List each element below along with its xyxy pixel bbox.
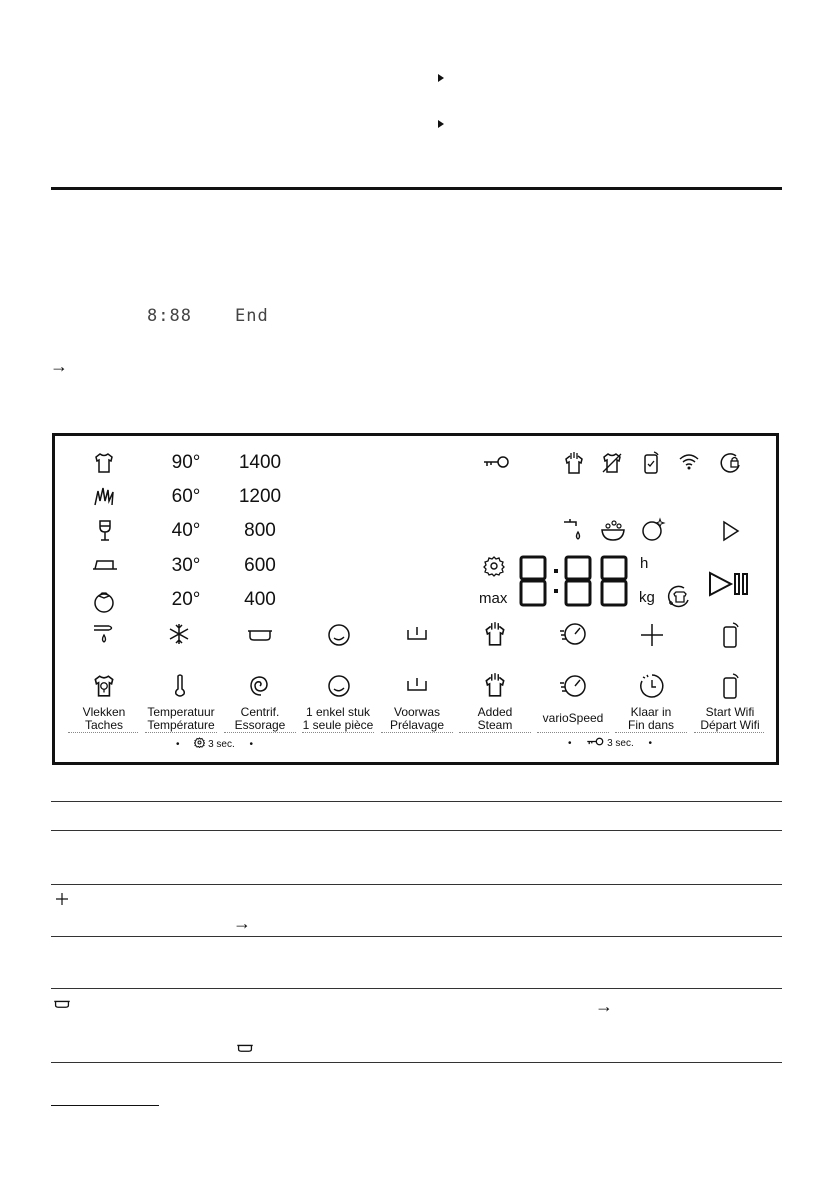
button-label-line2: Prélavage (389, 718, 445, 732)
button-label-line1: varioSpeed (542, 711, 604, 725)
hold-time: 3 sec. (208, 739, 235, 750)
button-underline (537, 732, 609, 733)
button-single-item[interactable] (297, 706, 379, 732)
grass-stain-icon (92, 485, 118, 509)
table-rule (51, 884, 782, 885)
button-underline (145, 732, 217, 733)
table-rule (51, 936, 782, 937)
oil-stain-icon (92, 557, 118, 573)
spin-1200: 1200 (238, 486, 282, 507)
dot-icon: • (568, 738, 572, 749)
bullet-triangle-icon (438, 74, 444, 82)
button-centrif[interactable] (219, 706, 301, 732)
button-label-line1: Start Wifi (705, 705, 755, 719)
hold-hint-settings (176, 737, 253, 750)
button-variospeed[interactable] (532, 712, 614, 725)
spin-800: 800 (244, 520, 276, 541)
single-item-icon (326, 622, 352, 648)
footnote-rule (51, 1105, 159, 1106)
hold-time: 3 sec. (607, 738, 634, 749)
tomato-icon (91, 589, 117, 615)
button-label-line1: Voorwas (393, 705, 441, 719)
dot-icon: • (176, 739, 180, 750)
button-label-line1: Klaar in (630, 705, 672, 719)
basin-icon (246, 628, 274, 642)
unit-hours: h (640, 555, 649, 572)
button-klaar-in[interactable] (610, 706, 692, 732)
temp-30: 30° (171, 555, 201, 576)
button-vlekken[interactable] (63, 706, 145, 732)
table-rule (51, 988, 782, 989)
wine-glass-icon (96, 519, 114, 543)
button-start-wifi[interactable] (689, 706, 771, 732)
button-label-line1: Temperatuur (147, 705, 215, 719)
button-temperatuur[interactable] (140, 706, 222, 732)
temp-60: 60° (171, 486, 201, 507)
remote-start-icon (721, 672, 741, 700)
prewash-icon (404, 624, 430, 644)
temp-20: 20° (171, 589, 201, 610)
button-underline (302, 732, 374, 733)
temp-40: 40° (171, 520, 201, 541)
steam-shirt-icon (482, 621, 508, 647)
seven-segment-display (518, 554, 632, 608)
button-underline (615, 732, 687, 733)
play-icon (721, 519, 741, 543)
end-display-glyph: End (235, 306, 269, 326)
added-steam-icon (482, 672, 508, 698)
key-lock-icon (586, 737, 604, 746)
prewash-icon (404, 675, 430, 695)
remote-phone-icon (642, 451, 660, 475)
button-underline (68, 732, 138, 733)
spin-600: 600 (244, 555, 276, 576)
plus-icon (55, 892, 69, 906)
settings-gear-icon (483, 555, 505, 577)
wifi-icon (678, 453, 700, 471)
drum-clean-cycle-icon (640, 517, 666, 543)
unit-kg: kg (639, 589, 655, 606)
table-rule (51, 1062, 782, 1063)
button-label-line1: Added (477, 705, 513, 719)
button-underline (224, 732, 296, 733)
button-label-line2: Essorage (234, 718, 286, 732)
button-voorwas[interactable] (376, 706, 458, 732)
speedometer-icon (558, 621, 588, 647)
variospeed-icon (558, 673, 588, 699)
button-label-line2: Départ Wifi (700, 718, 760, 732)
spin-400: 400 (244, 589, 276, 610)
add-laundry-icon (664, 584, 692, 612)
temp-90: 90° (171, 452, 201, 473)
dot-icon: • (249, 739, 254, 750)
table-rule (51, 830, 782, 831)
plus-icon (639, 622, 665, 648)
button-label-line1: 1 enkel stuk (305, 705, 371, 719)
thermometer-icon (172, 673, 188, 699)
time-display-glyph: 8:88 (147, 306, 192, 326)
button-label-line2: Taches (84, 718, 124, 732)
button-label-line2: Steam (477, 718, 513, 732)
arrow-icon: → (233, 913, 251, 933)
drum-clean-icon (599, 518, 627, 542)
key-lock-icon (482, 455, 510, 469)
button-underline (694, 732, 764, 733)
section-rule (51, 187, 782, 190)
max-label: max (479, 590, 508, 607)
steam-shirt-icon (562, 451, 586, 475)
button-added-steam[interactable] (454, 706, 536, 732)
timer-icon (638, 672, 666, 700)
button-underline (381, 732, 453, 733)
prewash-basin-icon (53, 998, 71, 1010)
rinse-drop-icon (91, 621, 119, 647)
snowflake-icon (167, 622, 191, 646)
play-pause-icon (707, 570, 751, 598)
table-rule (51, 801, 782, 802)
spin-spiral-icon (247, 673, 273, 699)
stain-shirt-icon (91, 673, 117, 699)
remote-start-icon (721, 621, 741, 649)
bullet-triangle-icon (438, 120, 444, 128)
dot-icon: • (648, 738, 653, 749)
single-item-icon (326, 673, 352, 699)
button-label-line2: Fin dans (627, 718, 675, 732)
button-label-line1: Vlekken (82, 705, 126, 719)
door-lock-icon (718, 451, 744, 475)
button-underline (459, 732, 531, 733)
hold-hint-lock (568, 737, 652, 749)
spin-1400: 1400 (238, 452, 282, 473)
arrow-icon: → (595, 996, 613, 1016)
button-label-line2: Température (147, 718, 215, 732)
water-tap-icon (562, 517, 586, 543)
button-label-line2: 1 seule pièce (302, 718, 374, 732)
arrow-icon: → (50, 356, 68, 376)
shirt-icon (92, 451, 116, 475)
steam-off-shirt-icon (600, 451, 624, 475)
button-label-line1: Centrif. (240, 705, 280, 719)
prewash-basin-icon (236, 1042, 254, 1054)
settings-gear-icon (194, 737, 205, 748)
